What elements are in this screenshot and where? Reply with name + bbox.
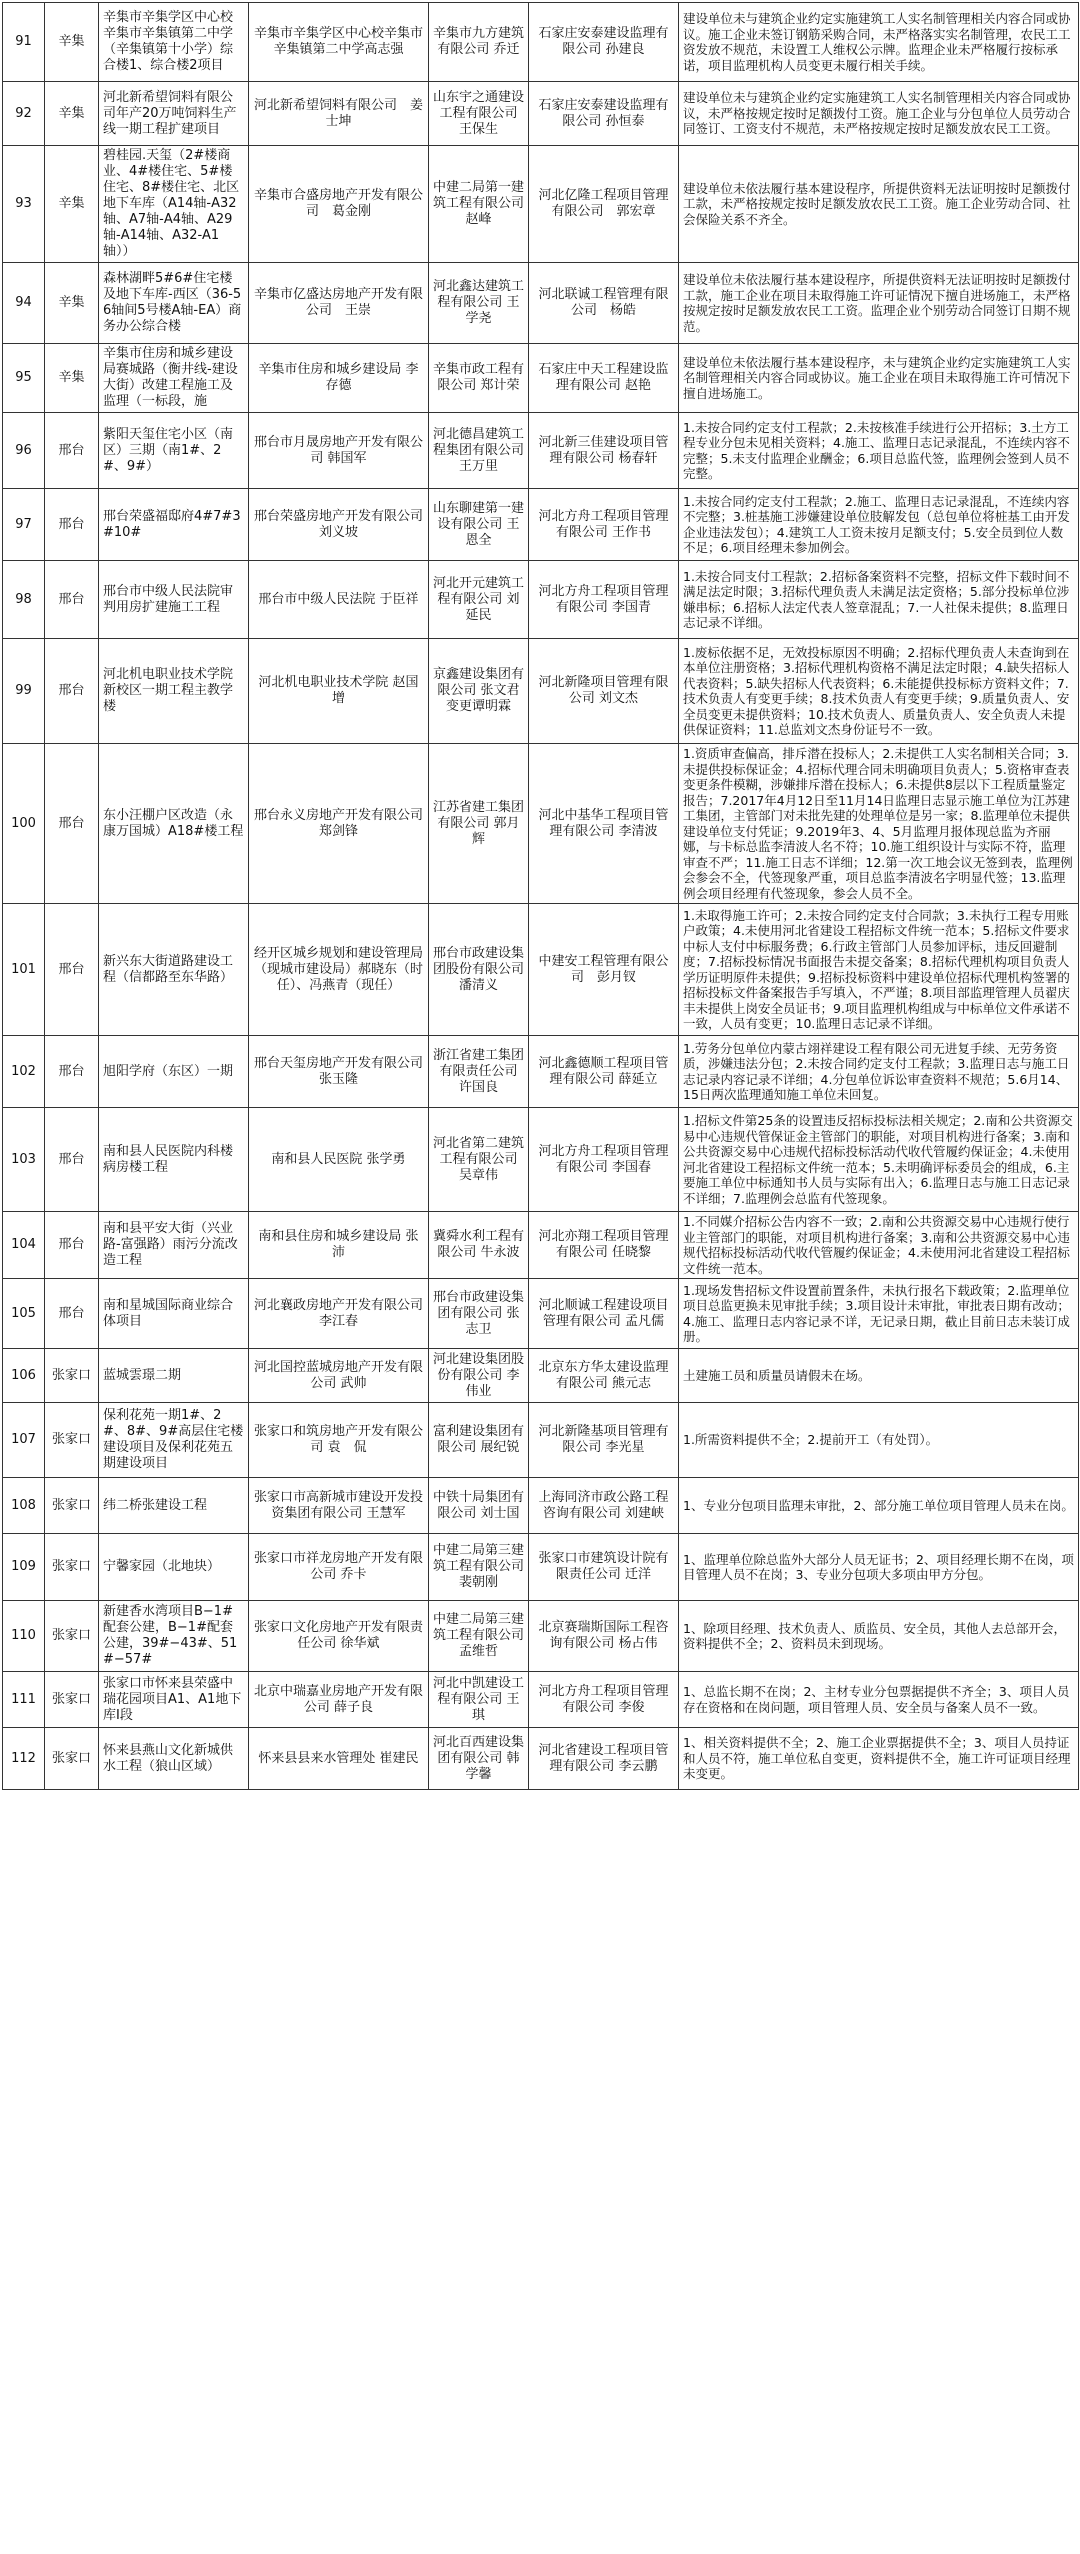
row-constructor: 河北省第二建筑工程有限公司 吴章伟 (429, 1108, 529, 1212)
row-builder: 辛集市住房和城乡建设局 李存德 (249, 344, 429, 413)
row-supervisor: 河北顺诚工程建设项目管理有限公司 孟凡儒 (529, 1279, 679, 1349)
row-number: 105 (3, 1279, 45, 1349)
row-constructor: 河北德昌建筑工程集团有限公司 王万里 (429, 413, 529, 489)
row-project-name: 邢台市中级人民法院审判用房扩建施工工程 (99, 561, 249, 639)
row-number: 92 (3, 82, 45, 146)
row-constructor: 河北建设集团股份有限公司 李伟业 (429, 1349, 529, 1403)
row-supervisor: 河北新隆基项目管理有限公司 李光星 (529, 1403, 679, 1478)
row-project-name: 邢台荣盛福邸府4#7#3#10# (99, 489, 249, 561)
row-number: 100 (3, 744, 45, 904)
row-city: 辛集 (45, 344, 99, 413)
row-builder: 邢台市中级人民法院 于臣祥 (249, 561, 429, 639)
table-row (3, 1403, 1079, 1478)
row-number: 99 (3, 639, 45, 744)
row-project-name: 南和县人民医院内科楼病房楼工程 (99, 1108, 249, 1212)
table-body (3, 3, 1079, 1790)
row-builder: 邢台天玺房地产开发有限公司 张玉隆 (249, 1036, 429, 1108)
row-number: 97 (3, 489, 45, 561)
row-supervisor: 河北方舟工程项目管理有限公司 李国春 (529, 1108, 679, 1212)
table-row (3, 1672, 1079, 1728)
row-supervisor: 河北联诚工程管理有限公司 杨皓 (529, 263, 679, 344)
row-supervisor: 石家庄安泰建设监理有限公司 孙恒泰 (529, 82, 679, 146)
row-supervisor: 河北亦翔工程项目管理有限公司 任晓黎 (529, 1212, 679, 1279)
row-number: 112 (3, 1728, 45, 1790)
row-issues: 1.未按合同约定支付工程款；2.施工、监理日志记录混乱，不连续内容不完整；3.桩基施工涉嫌建设单位肢解发包（总包单位将桩基工由开发企业违法发包）；4.建筑工人工资未按月足额支付；5.安全员到位人数不足；6.项目经理未参加例会。 (679, 489, 1079, 561)
row-city: 邢台 (45, 639, 99, 744)
row-issues: 1.不同媒介招标公告内容不一致；2.南和公共资源交易中心违规行使行业主管部门的职能，对项目机构进行备案；3.南和公共资源交易中心违规代招标投标活动代收代管履约保证金；4.未使用河北省建设工程招标文件统一范本。 (679, 1212, 1079, 1279)
row-number: 95 (3, 344, 45, 413)
row-issues: 1.资质审查偏高，排斥潜在投标人；2.未提供工人实名制相关合同；3.未提供投标保证金；4.招标代理合同未明确项目负责人；5.资格审查表变更条件模糊，涉嫌排斥潜在投标人；6.未提供8层以下工程质量鉴定报告；7.2017年4月12日至11月14日监理日志显示施工单位为江苏建工集团，主管部门对未批先建的处理单位是另一家；8.监理单位未提供建设单位支付凭证；9.2019年3、4、5月监理月报体现总监为齐丽娜，与卡标总监李清波人名不符；10.施工组织设计与实际不符，监理审查不严；11.施工日志不详细；12.第一次工地会议无签到表，监理例会参会不全，代签现象严重，项目总监李清波名字明显代签；13.监理例会项目经理有代签现象，参会人员不全。 (679, 744, 1079, 904)
row-number: 102 (3, 1036, 45, 1108)
row-issues: 建设单位未依法履行基本建设程序，所提供资料无法证明按时足额拨付工款，未严格按规定按时足额发放农民工工资。施工企业劳动合同、社会保险关系不齐全。 (679, 146, 1079, 263)
row-city: 辛集 (45, 146, 99, 263)
row-constructor: 中铁十局集团有限公司 刘士国 (429, 1478, 529, 1534)
row-constructor: 江苏省建工集团有限公司 郭月辉 (429, 744, 529, 904)
row-city: 邢台 (45, 1036, 99, 1108)
row-supervisor: 河北方舟工程项目管理有限公司 李国青 (529, 561, 679, 639)
row-city: 张家口 (45, 1349, 99, 1403)
table-row (3, 82, 1079, 146)
row-issues: 1、除项目经理、技术负责人、质监员、安全员，其他人去总部开会，资料提供不全；2、资料员未到现场。 (679, 1601, 1079, 1672)
row-builder: 河北国控蓝城房地产开发有限公司 武帅 (249, 1349, 429, 1403)
row-supervisor: 河北新隆项目管理有限公司 刘文杰 (529, 639, 679, 744)
row-city: 邢台 (45, 744, 99, 904)
row-project-name: 旭阳学府（东区）一期 (99, 1036, 249, 1108)
row-issues: 1.招标文件第25条的设置违反招标投标法相关规定；2.南和公共资源交易中心违规代管保证金主管部门的职能，对项目机构进行备案；3.南和公共资源交易中心违规代招标投标活动代收代管履约保证金；4.未使用河北省建设工程招标文件统一范本；5.未明确评标委员会的组成，6.主要施工单位中标通知书人员与实际有出入；6.监理日志与施工日志记录不详细；7.监理例会总监有代签现象。 (679, 1108, 1079, 1212)
row-city: 辛集 (45, 263, 99, 344)
row-number: 93 (3, 146, 45, 263)
row-city: 辛集 (45, 3, 99, 82)
row-builder: 张家口市祥龙房地产开发有限公司 乔卡 (249, 1534, 429, 1601)
row-supervisor: 河北方舟工程项目管理有限公司 李俊 (529, 1672, 679, 1728)
table-row (3, 1601, 1079, 1672)
row-project-name: 紫阳天玺住宅小区（南区）三期（南1#、2#、9#） (99, 413, 249, 489)
row-supervisor: 上海同济市政公路工程咨询有限公司 刘建峡 (529, 1478, 679, 1534)
row-issues: 建设单位未依法履行基本建设程序，所提供资料无法证明按时足额拨付工款，施工企业在项目未取得施工许可证情况下擅自进场施工，未严格按规定按时足额发放农民工工资。监理企业个别劳动合同签订日期不规范。 (679, 263, 1079, 344)
row-issues: 1、相关资料提供不全；2、施工企业票据提供不全；3、项目人员持证和人员不符，施工单位私自变更，资料提供不全，施工许可证项目经理未变更。 (679, 1728, 1079, 1790)
row-project-name: 河北机电职业技术学院新校区一期工程主教学楼 (99, 639, 249, 744)
row-issues: 1.所需资料提供不全；2.提前开工（有处罚）。 (679, 1403, 1079, 1478)
row-city: 张家口 (45, 1403, 99, 1478)
row-project-name: 新兴东大街道路建设工程（信都路至东华路） (99, 904, 249, 1036)
row-city: 邢台 (45, 561, 99, 639)
row-number: 98 (3, 561, 45, 639)
row-city: 邢台 (45, 1212, 99, 1279)
row-supervisor: 北京东方华太建设监理有限公司 熊元志 (529, 1349, 679, 1403)
row-builder: 河北机电职业技术学院 赵国增 (249, 639, 429, 744)
row-supervisor: 河北新三佳建设项目管理有限公司 杨春轩 (529, 413, 679, 489)
row-city: 张家口 (45, 1534, 99, 1601)
row-constructor: 富利建设集团有限公司 展纪锐 (429, 1403, 529, 1478)
row-constructor: 邢台市政建设集团股份有限公司 潘清义 (429, 904, 529, 1036)
table-row (3, 1478, 1079, 1534)
row-number: 111 (3, 1672, 45, 1728)
row-city: 张家口 (45, 1672, 99, 1728)
row-number: 106 (3, 1349, 45, 1403)
table-row (3, 904, 1079, 1036)
row-project-name: 南和县平安大街（兴业路-富强路）雨污分流改造工程 (99, 1212, 249, 1279)
row-supervisor: 中建安工程管理有限公司 彭月钗 (529, 904, 679, 1036)
row-builder: 河北襄政房地产开发有限公司 李江春 (249, 1279, 429, 1349)
row-city: 辛集 (45, 82, 99, 146)
row-project-name: 辛集市住房和城乡建设局赛城路（衡井线-建设大街）改建工程施工及监理（一标段，施 (99, 344, 249, 413)
row-builder: 南和县住房和城乡建设局 张沛 (249, 1212, 429, 1279)
row-constructor: 中建二局第三建筑工程有限公司 孟维哲 (429, 1601, 529, 1672)
row-constructor: 河北中凯建设工程有限公司 王琪 (429, 1672, 529, 1728)
row-issues: 1.未按合同约定支付工程款；2.未按核准手续进行公开招标；3.土方工程专业分包未见相关资料；4.施工、监理日志记录混乱，不连续内容不完整；5.未支付监理企业酬金；6.项目总监代签，监理例会签到人员不完整。 (679, 413, 1079, 489)
inspection-results-table (2, 2, 1079, 1790)
row-builder: 北京中瑞嘉业房地产开发有限公司 薛子良 (249, 1672, 429, 1728)
row-project-name: 怀来县燕山文化新城供水工程（狼山区域） (99, 1728, 249, 1790)
table-row (3, 639, 1079, 744)
table-row (3, 744, 1079, 904)
row-constructor: 辛集市九方建筑有限公司 乔迁 (429, 3, 529, 82)
row-builder: 经开区城乡规划和建设管理局（现城市建设局）郝晓东（时任）、冯燕青（现任） (249, 904, 429, 1036)
row-number: 96 (3, 413, 45, 489)
row-supervisor: 石家庄中天工程建设监理有限公司 赵艳 (529, 344, 679, 413)
row-constructor: 浙江省建工集团有限责任公司 许国良 (429, 1036, 529, 1108)
table-row (3, 1036, 1079, 1108)
row-builder: 张家口市高新城市建设开发投资集团有限公司 王慧军 (249, 1478, 429, 1534)
row-number: 94 (3, 263, 45, 344)
table-row (3, 1728, 1079, 1790)
row-constructor: 河北鑫达建筑工程有限公司 王学尧 (429, 263, 529, 344)
row-project-name: 新建香水湾项目B−1#配套公建，B−1#配套公建，39#−43#、51#−57# (99, 1601, 249, 1672)
row-issues: 1、监理单位除总监外大部分人员无证书；2、项目经理长期不在岗，项目管理人员不在岗；3、专业分包项大多项由甲方分包。 (679, 1534, 1079, 1601)
row-builder: 辛集市合盛房地产开发有限公司 葛金刚 (249, 146, 429, 263)
row-issues: 1、专业分包项目监理未审批，2、部分施工单位项目管理人员未在岗。 (679, 1478, 1079, 1534)
row-constructor: 中建二局第一建筑工程有限公司 赵峰 (429, 146, 529, 263)
row-project-name: 宁馨家园（北地块） (99, 1534, 249, 1601)
row-project-name: 辛集市辛集学区中心校辛集市辛集镇第二中学（辛集镇第十小学）综合楼1、综合楼2项目 (99, 3, 249, 82)
row-constructor: 河北百西建设集团有限公司 韩学馨 (429, 1728, 529, 1790)
row-number: 91 (3, 3, 45, 82)
row-builder: 张家口和筑房地产开发有限公司 袁 侃 (249, 1403, 429, 1478)
table-row (3, 3, 1079, 82)
row-builder: 辛集市辛集学区中心校辛集市辛集镇第二中学高志强 (249, 3, 429, 82)
table-row (3, 344, 1079, 413)
row-issues: 1.劳务分包单位内蒙古翊祥建设工程有限公司无进复手续、无劳务资质，涉嫌违法分包；2.未按合同约定支付工程款；3.监理日志与施工日志记录内容记录不详细；4.分包单位诉讼审查资料不规范；5.6月14、15日两次监理通知施工单位未回复。 (679, 1036, 1079, 1108)
row-project-name: 张家口市怀来县荣盛中瑞花园项目A1、A1地下库Ⅰ段 (99, 1672, 249, 1728)
table-row (3, 1108, 1079, 1212)
row-supervisor: 河北中基华工程项目管理有限公司 李清波 (529, 744, 679, 904)
row-project-name: 纬二桥张建设工程 (99, 1478, 249, 1534)
row-builder: 辛集市亿盛达房地产开发有限公司 王崇 (249, 263, 429, 344)
row-supervisor: 河北亿隆工程项目管理有限公司 郭宏章 (529, 146, 679, 263)
row-constructor: 山东聊建第一建设有限公司 王恩全 (429, 489, 529, 561)
row-city: 邢台 (45, 413, 99, 489)
row-project-name: 蓝城雲璟二期 (99, 1349, 249, 1403)
table-row (3, 1279, 1079, 1349)
row-project-name: 河北新希望饲料有限公司年产20万吨饲料生产线一期工程扩建项目 (99, 82, 249, 146)
row-constructor: 京鑫建设集团有限公司 张文君变更谭明霖 (429, 639, 529, 744)
row-issues: 土建施工员和质量员请假未在场。 (679, 1349, 1079, 1403)
row-issues: 建设单位未与建筑企业约定实施建筑工人实名制管理相关内容合同或协议，未严格按规定按时足额拨付工资。施工企业与分包单位人员劳动合同签订、工资支付不规范，未严格按规定按时足额发放农民工工资。 (679, 82, 1079, 146)
row-builder: 邢台市月晟房地产开发有限公司 韩国军 (249, 413, 429, 489)
row-issues: 建设单位未与建筑企业约定实施建筑工人实名制管理相关内容合同或协议。施工企业未签订钢筋采购合同，未严格落实实名制管理，农民工工资发放不规范，未设置工人维权公示牌。监理企业未严格履行按标承诺，项目监理机构人员变更未履行相关手续。 (679, 3, 1079, 82)
row-project-name: 保利花苑一期1#、2#、8#、9#高层住宅楼建设项目及保利花苑五期建设项目 (99, 1403, 249, 1478)
row-issues: 1.未按合同支付工程款；2.招标备案资料不完整，招标文件下载时间不满足法定时限；3.招标代理负责人未满足法定资格；5.部分投标单位涉嫌串标；6.招标人法定代表人签章混乱；7.一人社保未提供；8.监理日志记录不详细。 (679, 561, 1079, 639)
row-project-name: 南和星城国际商业综合体项目 (99, 1279, 249, 1349)
row-city: 张家口 (45, 1478, 99, 1534)
row-constructor: 中建二局第三建筑工程有限公司 裴朝刚 (429, 1534, 529, 1601)
row-supervisor: 河北方舟工程项目管理有限公司 王作书 (529, 489, 679, 561)
row-number: 103 (3, 1108, 45, 1212)
row-builder: 邢台荣盛房地产开发有限公司 刘义坡 (249, 489, 429, 561)
row-city: 邢台 (45, 1279, 99, 1349)
row-supervisor: 河北省建设工程项目管理有限公司 李云鹏 (529, 1728, 679, 1790)
row-supervisor: 北京赛瑞斯国际工程咨询有限公司 杨占伟 (529, 1601, 679, 1672)
row-constructor: 山东宇之通建设工程有限公司 王保生 (429, 82, 529, 146)
row-issues: 1.废标依据不足，无效投标原因不明确；2.招标代理负责人未查询到在本单位注册资格；3.招标代理机构资格不满足法定时限；4.缺失招标人代表资料；5.缺失招标人代表资料；6.未能提供投标标方资料文件；7.技术负责人有变更手续；8.技术负责人有变更手续；9.质量负责人、安全员变更未提供资料；10.技术负责人、质量负责人、安全负责人未提供保证资料；11.总监刘文杰身份证号不一致。 (679, 639, 1079, 744)
table-row (3, 489, 1079, 561)
row-number: 109 (3, 1534, 45, 1601)
row-builder: 南和县人民医院 张学勇 (249, 1108, 429, 1212)
row-supervisor: 河北鑫德顺工程项目管理有限公司 薛延立 (529, 1036, 679, 1108)
row-city: 邢台 (45, 489, 99, 561)
row-issues: 建设单位未依法履行基本建设程序，未与建筑企业约定实施建筑工人实名制管理相关内容合同或协议。施工企业在项目未取得施工许可情况下擅自进场施工。 (679, 344, 1079, 413)
row-city: 张家口 (45, 1728, 99, 1790)
row-number: 107 (3, 1403, 45, 1478)
row-constructor: 辛集市政工程有限公司 郑计荣 (429, 344, 529, 413)
table-row (3, 146, 1079, 263)
table-row (3, 263, 1079, 344)
row-constructor: 冀舜水利工程有限公司 牛永波 (429, 1212, 529, 1279)
table-row (3, 1534, 1079, 1601)
row-issues: 1、总监长期不在岗；2、主材专业分包票据提供不齐全；3、项目人员存在资格和在岗问题，项目管理人员、安全员与备案人员不一致。 (679, 1672, 1079, 1728)
table-row (3, 1349, 1079, 1403)
row-builder: 张家口文化房地产开发有限责任公司 徐华斌 (249, 1601, 429, 1672)
row-city: 邢台 (45, 1108, 99, 1212)
table-row (3, 1212, 1079, 1279)
row-project-name: 碧桂园.天玺（2#楼商业、4#楼住宅、5#楼住宅、8#楼住宅、北区地下车库（A14轴-A32轴、A7轴-A4轴、A29轴-A14轴、A32-A1轴）） (99, 146, 249, 263)
row-issues: 1.现场发售招标文件设置前置条件，未执行报名下载政策；2.监理单位项目总监更换未见审批手续；3.项目设计未审批，审批表日期有改动；4.施工、监理日志内容记录不详，无记录日期，截止目前日志未装订成册。 (679, 1279, 1079, 1349)
row-issues: 1.未取得施工许可；2.未按合同约定支付合同款；3.未执行工程专用账户政策；4.未使用河北省建设工程招标文件统一范本；5.招标文件要求中标人支付中标服务费；6.行政主管部门人员参加评标，违反回避制度；7.招标投标情况书面报告未提交备案；8.招标代理机构项目负责人学历证明原件未提供；9.招标投标资料中建设单位招标代理机构签署的招标投标文件备案报告手写填入，不严谨；8.项目部监理管理人员翟庆丰未提供上岗安全员证书；9.项目监理机构组成与中标单位文件承诺不一致，人员有变更；10.监理日志记录不详细。 (679, 904, 1079, 1036)
row-number: 108 (3, 1478, 45, 1534)
row-supervisor: 石家庄安泰建设监理有限公司 孙建良 (529, 3, 679, 82)
row-number: 101 (3, 904, 45, 1036)
row-project-name: 东小汪棚户区改造（永康万国城）A18#楼工程 (99, 744, 249, 904)
row-builder: 邢台永义房地产开发有限公司 郑剑锋 (249, 744, 429, 904)
row-number: 104 (3, 1212, 45, 1279)
row-number: 110 (3, 1601, 45, 1672)
row-constructor: 河北开元建筑工程有限公司 刘延民 (429, 561, 529, 639)
row-builder: 河北新希望饲料有限公司 姜士坤 (249, 82, 429, 146)
row-supervisor: 张家口市建筑设计院有限责任公司 迁洋 (529, 1534, 679, 1601)
table-row (3, 413, 1079, 489)
row-builder: 怀来县县来水管理处 崔建民 (249, 1728, 429, 1790)
row-city: 邢台 (45, 904, 99, 1036)
row-city: 张家口 (45, 1601, 99, 1672)
row-constructor: 邢台市政建设集团有限公司 张志卫 (429, 1279, 529, 1349)
table-row (3, 561, 1079, 639)
row-project-name: 森林湖畔5#6#住宅楼及地下车库-西区（36-56轴间5号楼A轴-EA）商务办公综合楼 (99, 263, 249, 344)
